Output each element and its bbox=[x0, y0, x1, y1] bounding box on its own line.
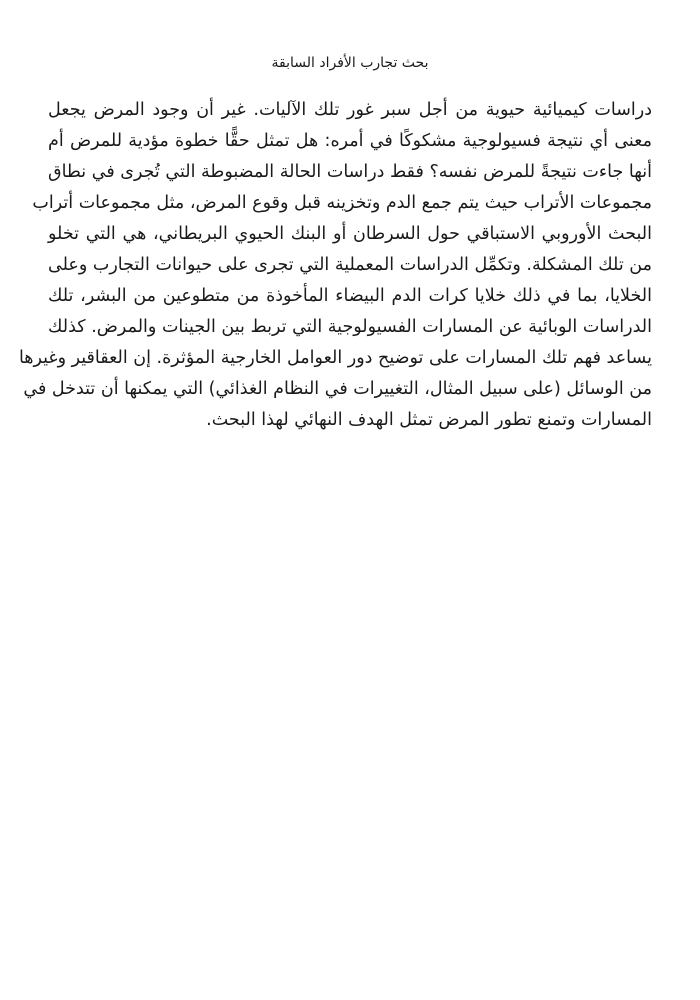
paragraph-line: الخلايا، بما في ذلك خلايا كرات الدم البيضاء المأخوذة من متطوعين من البشر، تلك bbox=[48, 286, 652, 306]
paragraph-line: المسارات وتمنع تطور المرض تمثل الهدف النهائي لهذا البحث. bbox=[206, 410, 652, 430]
paragraph-line: أنها جاءت نتيجةً للمرض نفسه؟ فقط دراسات الحالة المضبوطة التي تُجرى في نطاق bbox=[48, 162, 652, 182]
paragraph-line: دراسات كيميائية حيوية من أجل سبر غور تلك الآليات. غير أن وجود المرض يجعل bbox=[48, 100, 652, 120]
paragraph-line: من الوسائل (على سبيل المثال، التغييرات في النظام الغذائي) التي يمكنها أن تتدخل في bbox=[23, 379, 652, 399]
paragraph-line: معنى أي نتيجة فسيولوجية مشكوكًا في أمره: هل تمثل حقًّا خطوة مؤدية للمرض أم bbox=[48, 131, 652, 151]
paragraph-line: البحث الأوروبي الاستباقي حول السرطان أو البنك الحيوي البريطاني، هي التي تخلو bbox=[48, 224, 652, 244]
paragraph-line: يساعد فهم تلك المسارات على توضيح دور العوامل الخارجية المؤثرة. إن العقاقير وغيرها bbox=[18, 348, 652, 368]
body-paragraph bbox=[18, 95, 652, 436]
running-header: بحث تجارب الأفراد السابقة bbox=[271, 55, 429, 71]
paragraph-line: الدراسات الوبائية عن المسارات الفسيولوجية التي تربط بين الجينات والمرض. كذلك bbox=[48, 317, 652, 337]
paragraph-line: مجموعات الأتراب حيث يتم جمع الدم وتخزينه قبل وقوع المرض، مثل مجموعات أتراب bbox=[32, 193, 652, 213]
paragraph-line: من تلك المشكلة. وتكمِّل الدراسات المعملية التي تجرى على حيوانات التجارب وعلى bbox=[48, 255, 652, 275]
